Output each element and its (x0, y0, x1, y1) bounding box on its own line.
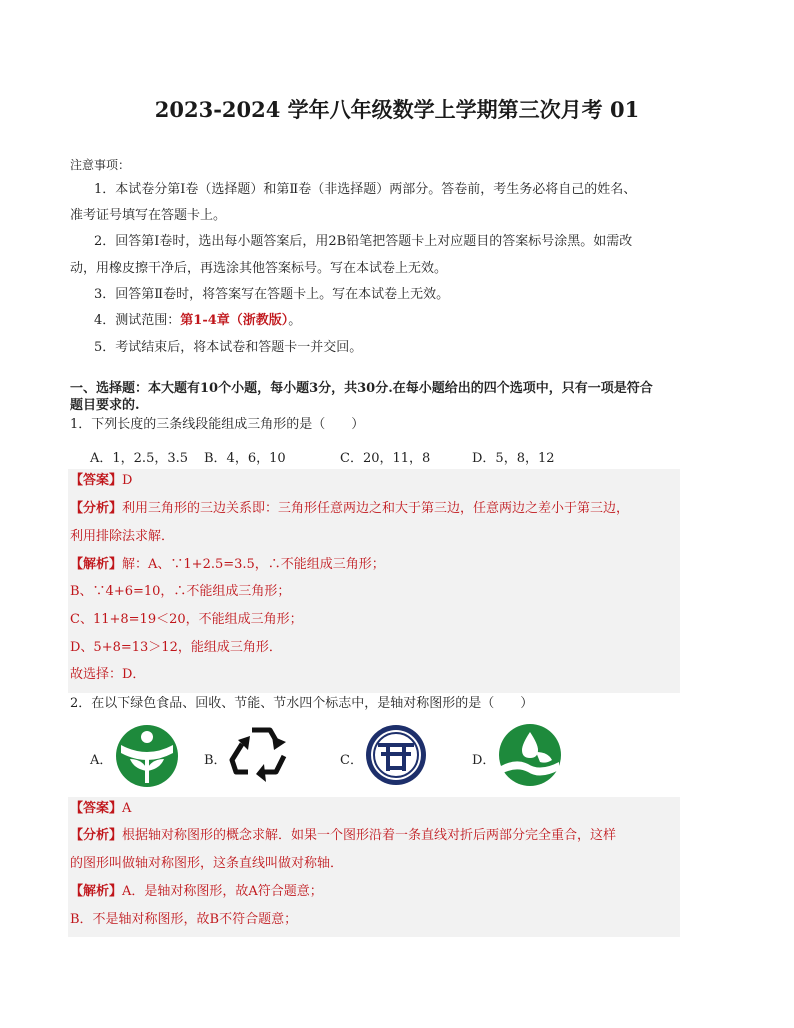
section-heading-line-2: 题目要求的. (70, 398, 140, 413)
q2-option-c-label: C． (340, 753, 363, 768)
notice-item-2-line-2: 动，用橡皮擦干净后，再选涂其他答案标号。写在本试卷上无效。 (70, 261, 448, 276)
q2-solution-line-2: B．不是轴对称图形，故B不符合题意； (70, 912, 298, 927)
notice-item-1-line-1: 1．本试卷分第Ⅰ卷（选择题）和第Ⅱ卷（非选择题）两部分。答卷前，考生务必将自己的姓名、 (94, 182, 637, 197)
q1-analysis-line-2: 利用排除法求解． (70, 529, 175, 544)
notice-heading: 注意事项： (70, 158, 131, 172)
q1-solution-line-1: 【解析】解：A、∵1+2.5=3.5，∴不能组成三角形； (70, 557, 385, 572)
page-title: 2023-2024 学年八年级数学上学期第三次月考 01 (154, 97, 640, 122)
q1-option-b: B．4，6，10 (204, 451, 286, 466)
q2-answer: 【答案】A (70, 801, 132, 816)
q2-stem: 2．在以下绿色食品、回收、节能、节水四个标志中，是轴对称图形的是（ ） (70, 696, 534, 711)
q1-option-d: D．5，8，12 (472, 451, 555, 466)
notice-item-4-prefix: 4．测试范围： (94, 313, 181, 328)
notice-item-5: 5．考试结束后，将本试卷和答题卡一并交回。 (94, 340, 363, 355)
q2-analysis-line-1: 【分析】根据轴对称图形的概念求解．如果一个图形沿着一条直线对折后两部分完全重合，这样 (70, 828, 617, 843)
test-range: 第1-4章（浙教版） (180, 313, 289, 328)
q2-option-a-label: A． (90, 753, 113, 768)
q1-answer: 【答案】D (70, 473, 133, 488)
q1-option-c: C．20，11，8 (340, 451, 431, 466)
q1-solution-line-5: 故选择：D． (70, 667, 146, 682)
water-saving-logo-icon (496, 722, 564, 788)
q1-solution-line-4: D、5+8=13＞12，能组成三角形． (70, 640, 282, 655)
q1-analysis-line-1: 【分析】利用三角形的三边关系即：三角形任意两边之和大于第三边，任意两边之差小于第三边， (70, 501, 630, 516)
notice-item-2-line-1: 2．回答第Ⅰ卷时，选出每小题答案后，用2B铅笔把答题卡上对应题目的答案标号涂黑。如需改 (94, 234, 633, 249)
q2-option-b-label: B． (204, 753, 227, 768)
q2-analysis-line-2: 的图形叫做轴对称图形，这条直线叫做对称轴． (70, 856, 344, 871)
q2-solution-line-1: 【解析】A．是轴对称图形，故A符合题意； (70, 884, 323, 899)
energy-saving-logo-icon (362, 722, 430, 788)
notice-item-3: 3．回答第Ⅱ卷时，将答案写在答题卡上。写在本试卷上无效。 (94, 287, 450, 302)
section-heading-line-1: 一、选择题：本大题有10个小题，每小题3分，共30分.在每小题给出的四个选项中，只有一项是符合 (70, 381, 653, 396)
notice-item-4-suffix: 。 (288, 313, 302, 328)
green-food-logo-icon (112, 723, 182, 789)
q1-stem: 1．下列长度的三条线段能组成三角形的是（ ） (70, 417, 365, 432)
notice-item-4 (94, 313, 301, 329)
recycle-icon (228, 722, 294, 786)
q1-solution-line-2: B、∵4+6=10，∴不能组成三角形； (70, 584, 291, 599)
notice-item-1-line-2: 准考证号填写在答题卡上。 (70, 208, 227, 223)
q2-option-d-label: D． (472, 753, 496, 768)
q1-solution-line-3: C、11+8=19＜20，不能组成三角形； (70, 612, 303, 627)
q1-option-a: A．1，2.5，3.5 (90, 451, 189, 466)
